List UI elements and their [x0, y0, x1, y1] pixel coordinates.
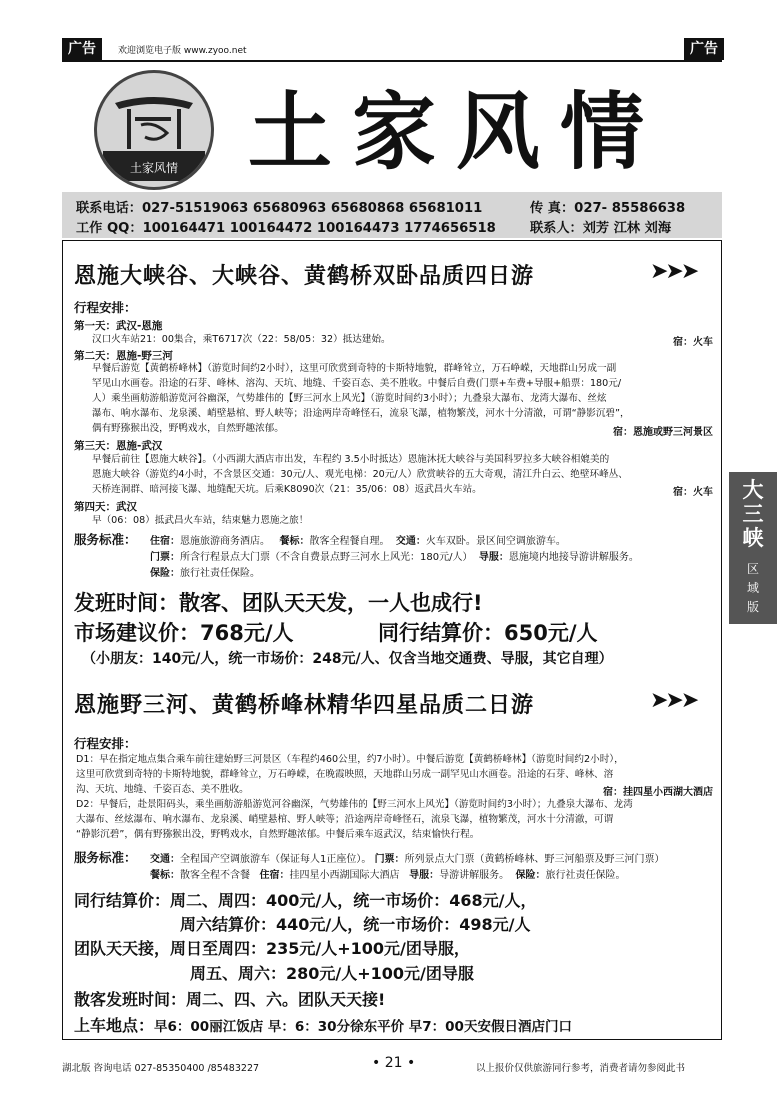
- tour1-itinerary-label: 行程安排：: [74, 300, 137, 315]
- tour1-day2-line: 瀑布、响水瀑布、龙泉溪、峭壁悬棺、野人峡等；沿途两岸奇峰怪石，流泉飞瀑，植物繁茂，河水十分清澈，可谓“静影沉碧”，: [92, 408, 630, 419]
- tour2-service-row1: [150, 850, 665, 865]
- tour1-ticket-text: 所含行程景点大门票（不含自费景点野三河水上风光：180元/人）: [180, 552, 473, 563]
- tour1-day1-stay: 宿：火车: [673, 337, 713, 348]
- tour1-day3-line: 早餐后前往【恩施大峡谷】。（小西湖大酒店市出发，车程约 3.5小时抵达）恩施沐抚大峡谷与美国科罗拉多大峡谷相媲美的: [92, 454, 610, 465]
- person-label: 联系人：: [530, 221, 583, 236]
- tour1-meal-label: 餐标：: [279, 536, 310, 547]
- phone-label: 联系电话：: [76, 201, 142, 216]
- contact-bar: [62, 192, 722, 238]
- ad-label-right: 广告: [684, 38, 724, 60]
- tour2-boarding-text: 早6：00丽江饭店 早：6：30分徐东平价 早7：00天安假日酒店门口: [154, 1019, 572, 1035]
- tour2-group-line1: 团队天天接，周日至周四：235元/人+100元/团导服，: [74, 939, 470, 958]
- tour1-day2-line: 早餐后游览【黄鹤桥峰林】（游览时间约2小时），这里可欣赏到奇特的卡斯特地貌，群峰耸立，万石峥嵘，天地群山另成一副: [92, 363, 617, 374]
- region-side-tab: [729, 472, 777, 624]
- tour2-boarding-label: 上车地点：: [74, 1016, 155, 1035]
- tour1-day3-line: 恩施大峡谷（游览约4小时，不含景区交通：30元/人、观光电梯：20元/人）欣赏峡谷的五大奇观，清江升白云、绝壁环峰丛、: [92, 469, 628, 480]
- tour2-arrows-icon: ➤➤➤: [650, 688, 697, 713]
- tour1-departure: 发班时间：散客、团队天天发，一人也成行!: [74, 591, 483, 615]
- top-divider: [62, 60, 722, 62]
- tour1-title: 恩施大峡谷、大峡谷、黄鹤桥双卧品质四日游: [74, 264, 535, 289]
- tour1-insure-label: 保险：: [150, 568, 180, 579]
- tour2-price-line1: 同行结算价：周二、周四：400元/人，统一市场价：468元/人，: [74, 891, 537, 910]
- tour1-meal-text: 散客全程餐自理。: [309, 536, 390, 547]
- fax-label: 传 真：: [530, 201, 575, 216]
- tour1-day2-line: 罕见山水画卷。沿途的石芽、峰林、溶沟、天坑、地缝、千姿百态、美不胜收。中餐后自费(门票+车费+导服+船票：180元/: [92, 378, 622, 389]
- tour2-d1-line: 沟、天坑、地缝、千姿百态、美不胜收。: [76, 784, 249, 795]
- tour1-guide-text: 恩施境内地接导游讲解服务。: [508, 552, 639, 563]
- tour2-ticket-label: 门票：: [374, 854, 405, 865]
- tour1-guide-label: 导服：: [478, 552, 509, 563]
- qq-label: 工作 QQ：: [76, 221, 143, 236]
- footer-contact: 湖北版 咨询电话 027-85350400 /85483227: [62, 1063, 260, 1074]
- tour2-stay-label: 住宿：: [259, 870, 290, 881]
- tour1-service-row1: [150, 532, 566, 547]
- tour2-d2-line: “静影沉碧”，偶有野猕猴出没，野鸭戏水，自然野趣浓郁。中餐后乘车返武汉，结束愉快行程。: [76, 829, 480, 840]
- tour2-insure-text: 旅行社责任保险。: [545, 870, 626, 881]
- person-names: 刘芳 江林 刘海: [582, 221, 672, 236]
- tour2-d2-line: 大瀑布、丝炫瀑布、响水瀑布、龙泉溪、峭壁悬棺、野人峡等；沿途两岸奇峰怪石，流泉飞瀑，植物繁茂，河水十分清澈，可谓: [76, 814, 614, 825]
- tour2-meal-label: 餐标：: [150, 870, 180, 881]
- tour1-day3-stay: 宿：火车: [673, 487, 713, 498]
- tour2-itinerary-label: 行程安排：: [74, 736, 137, 751]
- footer-disclaimer: 以上报价仅供旅游同行参考，消费者请勿参阅此书: [476, 1063, 686, 1074]
- tour1-traffic-text: 火车双卧。景区间空调旅游车。: [425, 536, 566, 547]
- tour1-day1-title: 第一天：武汉-恩施: [74, 320, 163, 332]
- tour1-ticket-label: 门票：: [150, 552, 180, 563]
- tour2-d2-line: D2：早餐后，赴景阳码头，乘坐画舫游船游览河谷幽深，气势雄伟的【野三河水上风光】（游览时间约3小时）；九叠泉大瀑布、龙湾: [76, 799, 633, 810]
- tour1-day3-line: 天桥连洞群、暗河接飞瀑、地缝配天坑。后乘K8090次（21：35/06：08）返武昌火车站。: [92, 484, 482, 495]
- side-tab-edition: 区 域 版: [746, 562, 759, 614]
- tour1-day4-title: 第四天：武汉: [74, 501, 137, 513]
- contact-person-row: [530, 217, 671, 236]
- tour2-d1-line: 这里可欣赏到奇特的卡斯特地貌，群峰耸立，万石峥嵘，在晚霞映照，天地群山另成一副罕见山水画卷。沿途的石芽、峰林、溶: [76, 769, 614, 780]
- tour1-day4-line: 早（06：08）抵武昌火车站，结束魅力恩施之旅！: [92, 515, 309, 526]
- brand-logo: [94, 70, 214, 190]
- tour2-ticket-text: 所列景点大门票（黄鹤桥峰林、野三河船票及野三河门票）: [404, 854, 665, 865]
- tour1-kids-note: （小朋友：140元/人，统一市场价：248元/人、仅含当地交通费、导服，其它自理）: [82, 651, 613, 667]
- side-tab-region: 大 三 峡: [742, 477, 764, 550]
- phone-row: [76, 197, 482, 216]
- ad-label-left: 广告: [62, 38, 102, 60]
- tour2-price-line2: 周六结算价：440元/人，统一市场价：498元/人: [180, 915, 531, 934]
- tour1-day1-line: 汉口火车站21：00集合，乘T6717次（22：58/05：32）抵达建始。: [92, 334, 391, 345]
- tour2-title: 恩施野三河、黄鹤桥峰林精华四星品质二日游: [74, 693, 535, 718]
- tour2-d1-stay: 宿：挂四星小西湖大酒店: [603, 787, 713, 798]
- logo-caption: 土家风情: [129, 161, 178, 175]
- tour1-day2-line: 偶有野猕猴出没，野鸭戏水，自然野趣浓郁。: [92, 423, 284, 434]
- tour1-market-price: 市场建议价：768元/人: [74, 621, 294, 645]
- tour2-d1-line: D1：早在指定地点集合乘车前往建始野三河景区（车程约460公里，约7小时）。中餐后游览【黄鹤桥峰林】（游览时间约2小时），: [76, 754, 624, 765]
- tour1-insure-text: 旅行社责任保险。: [180, 568, 260, 579]
- tour1-day2-line: 人）乘坐画舫游船游览河谷幽深，气势雄伟的【野三河水上风光】（游览时间约3小时）；九叠泉大瀑布、龙湾大瀑布、丝炫: [92, 393, 607, 404]
- fax-number: 027- 85586638: [574, 201, 686, 216]
- tour1-day3-title: 第三天：恩施-武汉: [74, 440, 163, 452]
- tour2-meal-text: 散客全程不含餐: [180, 870, 250, 881]
- fax-row: [530, 197, 685, 216]
- qq-row: [76, 217, 496, 236]
- tour2-insure-label: 保险：: [515, 870, 546, 881]
- tour1-stay-label: 住宿：: [150, 536, 180, 547]
- tour2-guide-text: 导游讲解服务。: [439, 870, 510, 881]
- tour2-boarding-row: [74, 1013, 572, 1036]
- phone-numbers: 027-51519063 65680963 65680868 65681011: [141, 201, 483, 216]
- tour1-service-row2: [150, 548, 639, 563]
- qq-numbers: 100164471 100164472 100164473 1774656518: [142, 221, 496, 236]
- tour1-arrows-icon: ➤➤➤: [650, 259, 697, 284]
- tour1-service-row3: [150, 564, 260, 579]
- tour2-departure: 散客发班时间：周二、四、六。团队天天接!: [74, 990, 386, 1009]
- tour1-stay-text: 恩施旅游商务酒店。: [180, 536, 270, 547]
- page-number: • 21 •: [372, 1055, 416, 1071]
- tour1-traffic-label: 交通：: [395, 536, 426, 547]
- tour2-traffic-label: 交通：: [150, 854, 180, 865]
- tour2-group-line2: 周五、周六：280元/人+100元/团导服: [190, 964, 474, 983]
- tour2-service-row2: [150, 866, 625, 881]
- site-url[interactable]: 欢迎浏览电子版 www.zyoo.net: [118, 46, 247, 56]
- tour2-guide-label: 导服：: [409, 870, 440, 881]
- tour2-stay-text: 挂四星小西湖国际大酒店: [289, 870, 400, 881]
- tour1-peer-price: 同行结算价：650元/人: [378, 621, 598, 645]
- tour2-service-label: 服务标准：: [74, 850, 137, 865]
- tour1-day2-stay: 宿：恩施或野三河景区: [613, 427, 713, 438]
- tour2-traffic-text: 全程国产空调旅游车（保证每人1正座位）。: [180, 854, 372, 865]
- tour1-day2-title: 第二天：恩施-野三河: [74, 350, 173, 362]
- brand-title: 土家风情: [248, 82, 665, 181]
- tour1-service-label: 服务标准：: [74, 532, 137, 547]
